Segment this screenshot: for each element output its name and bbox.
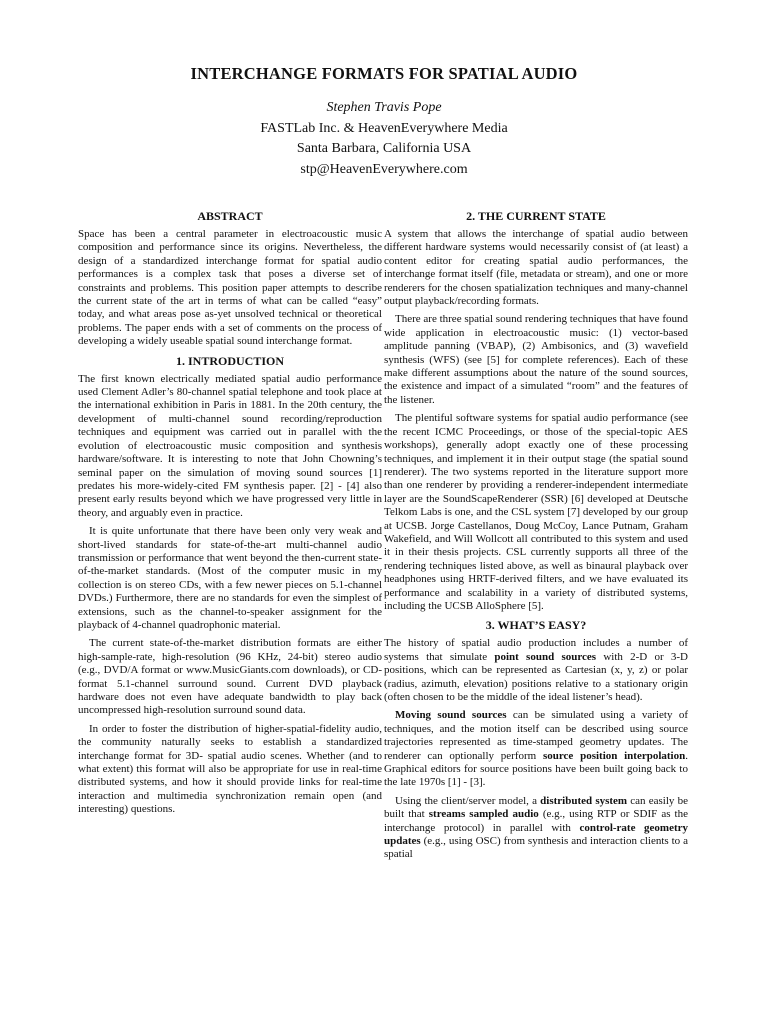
bold-term: point sound sources: [494, 650, 597, 663]
bold-term: streams sampled audio: [428, 808, 539, 821]
intro-heading: 1. INTRODUCTION: [175, 353, 284, 368]
author-email: stp@HeavenEverywhere.com: [300, 161, 468, 177]
author-location: Santa Barbara, California USA: [296, 141, 472, 156]
current-state-paragraph-3: The plentiful software systems for spatial audio performance (see the recent ICMC Proceedings, or those of the special-topic AES workshops), generally adopt exactly one of these processing techniques, and implement it in their output stage (the spatial sound renderer). The two systems reported in the literature support more than one renderer by providing a renderer-independent intermediate layer are the SoundScapeRenderer (SSR) [6] developed at Deutsche Telkom Labs is one, and the CSL system [7] developed by our group at UCSB. Jorge Castellanos, Doug McCoy, Lance Putnam, Graham Wakefield, and Will Wollcott all contributed to this system and used it in their thesis projects. CSL currently supports all three of the rendering techniques listed above, as well as binaural playback over headphones using HRTF-derived filters, and we have evaluated its performance and scalability in a variety of distributed systems, including the UCSB AlloSphere [5].: [384, 412, 688, 612]
whats-easy-paragraph-3: [384, 795, 688, 862]
text-run: Using the client/server model, a: [395, 794, 541, 807]
right-column: [384, 207, 688, 867]
current-state-paragraph-2: There are three spatial sound rendering techniques that have found wide application in electroacoustic music: (1) vector-based amplitude panning (VBAP), (2) Ambisonics, and (3) wavefield synthesis (WFS) (see [5] for complete references). Each of these make different assumptions about the nature of the sound sources, the existence and impact of a simulated “room” and the features of the listener.: [384, 313, 688, 406]
text-run: . Graphical editors for source positions have been built going back to the late 1970s [1] - [3].: [384, 749, 688, 789]
current-state-paragraph-1: A system that allows the interchange of spatial audio between different hardware systems would necessarily consist of (at least) a content editor for creating spatial audio performances, the interchange format itself (file, metadata or stream), and one or more renderers for the chosen spatialization techniques and many-channel output playback/recording formats.: [384, 228, 688, 308]
text-run: with 2-D or 3-D positions, which can be represented as Cartesian (x, y, z) or polar (radius, azimuth, elevation) positions relative to a stationary origin (often chosen to be the middle of the ideal listener’s head).: [384, 650, 689, 703]
current-state-heading: 2. THE CURRENT STATE: [466, 209, 606, 223]
left-column: [78, 207, 382, 822]
text-run: (e.g., using OSC) from synthesis and interaction clients to a spatial: [384, 835, 688, 861]
bold-term: source position interpolation: [542, 749, 686, 762]
author-block: [0, 98, 768, 180]
author-affiliation: FASTLab Inc. & HeavenEverywhere Media: [260, 120, 508, 136]
bold-term: control-rate geometry updates: [384, 821, 689, 848]
text-run: (e.g., using RTP or SDIF as the interchange protocol) in parallel with: [384, 808, 688, 834]
whats-easy-paragraph-1: [384, 637, 688, 704]
text-run: The history of spatial audio production includes a number of systems that simulate: [384, 637, 688, 663]
abstract-heading: ABSTRACT: [197, 209, 263, 223]
abstract-text: Space has been a central parameter in electroacoustic music composition and performance since its origins. Nevertheless, the design of a standardized interchange format for spatial audio performances is a complex task that poses a diverse set of constraints and problems. This position paper attempts to describe the current state of the art in terms of what can be called “easy” today, and what areas pose as-yet unsolved technical or theoretical problems. The paper ends with a set of comments on the process of developing a widely useable spatial sound interchange format.: [78, 228, 382, 348]
text-run: can be simulated using a variety of techniques, and the motion itself can be described using source trajectories represented as time-stamped geometry updates. The renderer can optionally perform: [384, 709, 688, 762]
bold-term: Moving sound sources: [395, 709, 507, 722]
intro-paragraph-3: The current state-of-the-market distribution formats are either high-sample-rate, high-resolution (96 KHz, 24-bit) stereo audio (e.g., DVD/A format or www.MusicGiants.com downloads), or CD-format 5.1-channel surround sound. Current DVD playback hardware does not even have adequate bandwidth to play back uncompressed high-resolution surround sound data.: [78, 637, 382, 717]
intro-paragraph-2: It is quite unfortunate that there have been only very weak and short-lived standards for state-of-the-art multi-channel audio transmission or performance that went beyond the then-current state-of-the-market standards. (Most of the computer music in my collection is on stereo CDs, with a few newer pieces on 5.1-channel DVDs.) Furthermore, there are no standards for even the simplest of extensions, such as the channel-to-speaker assignment for the playback of 4-channel quadrophonic material.: [78, 525, 382, 631]
intro-paragraph-1: The first known electrically mediated spatial audio performance used Clement Adler’s 80-channel spatial telephone and took place at the international exhibition in Paris in 1881. In the 20th century, the development of multi-channel sound recording/reproduction techniques and equipment was carried out in parallel with the evolution of electroacoustic music composition and synthesis hardware/software. It is interesting to note that John Chowning’s seminal paper on the simulation of moving sound sources [1] predates his more-widely-cited FM synthesis paper. [2] - [4] also present early results beyond which we have progressed very little in theory, and arguably even in practice.: [78, 372, 382, 519]
bold-term: distributed system: [540, 794, 628, 807]
whats-easy-heading: 3. WHAT’S EASY?: [485, 618, 587, 633]
paper-title: INTERCHANGE FORMATS FOR SPATIAL AUDIO: [190, 64, 578, 83]
author-name: Stephen Travis Pope: [326, 100, 442, 115]
intro-paragraph-4: In order to foster the distribution of higher-spatial-fidelity audio, the community naturally seeks to establish a standardized interchange format for 3D- spatial audio scenes. Whether (and to what extent) this format will also be appropriate for use in real-time distributed systems, and how it should provide links for real-time interaction and multimedia synchronization remain open (and interesting) questions.: [78, 722, 382, 816]
whats-easy-paragraph-2: [384, 709, 688, 789]
text-run: can easily be built that: [384, 794, 688, 821]
